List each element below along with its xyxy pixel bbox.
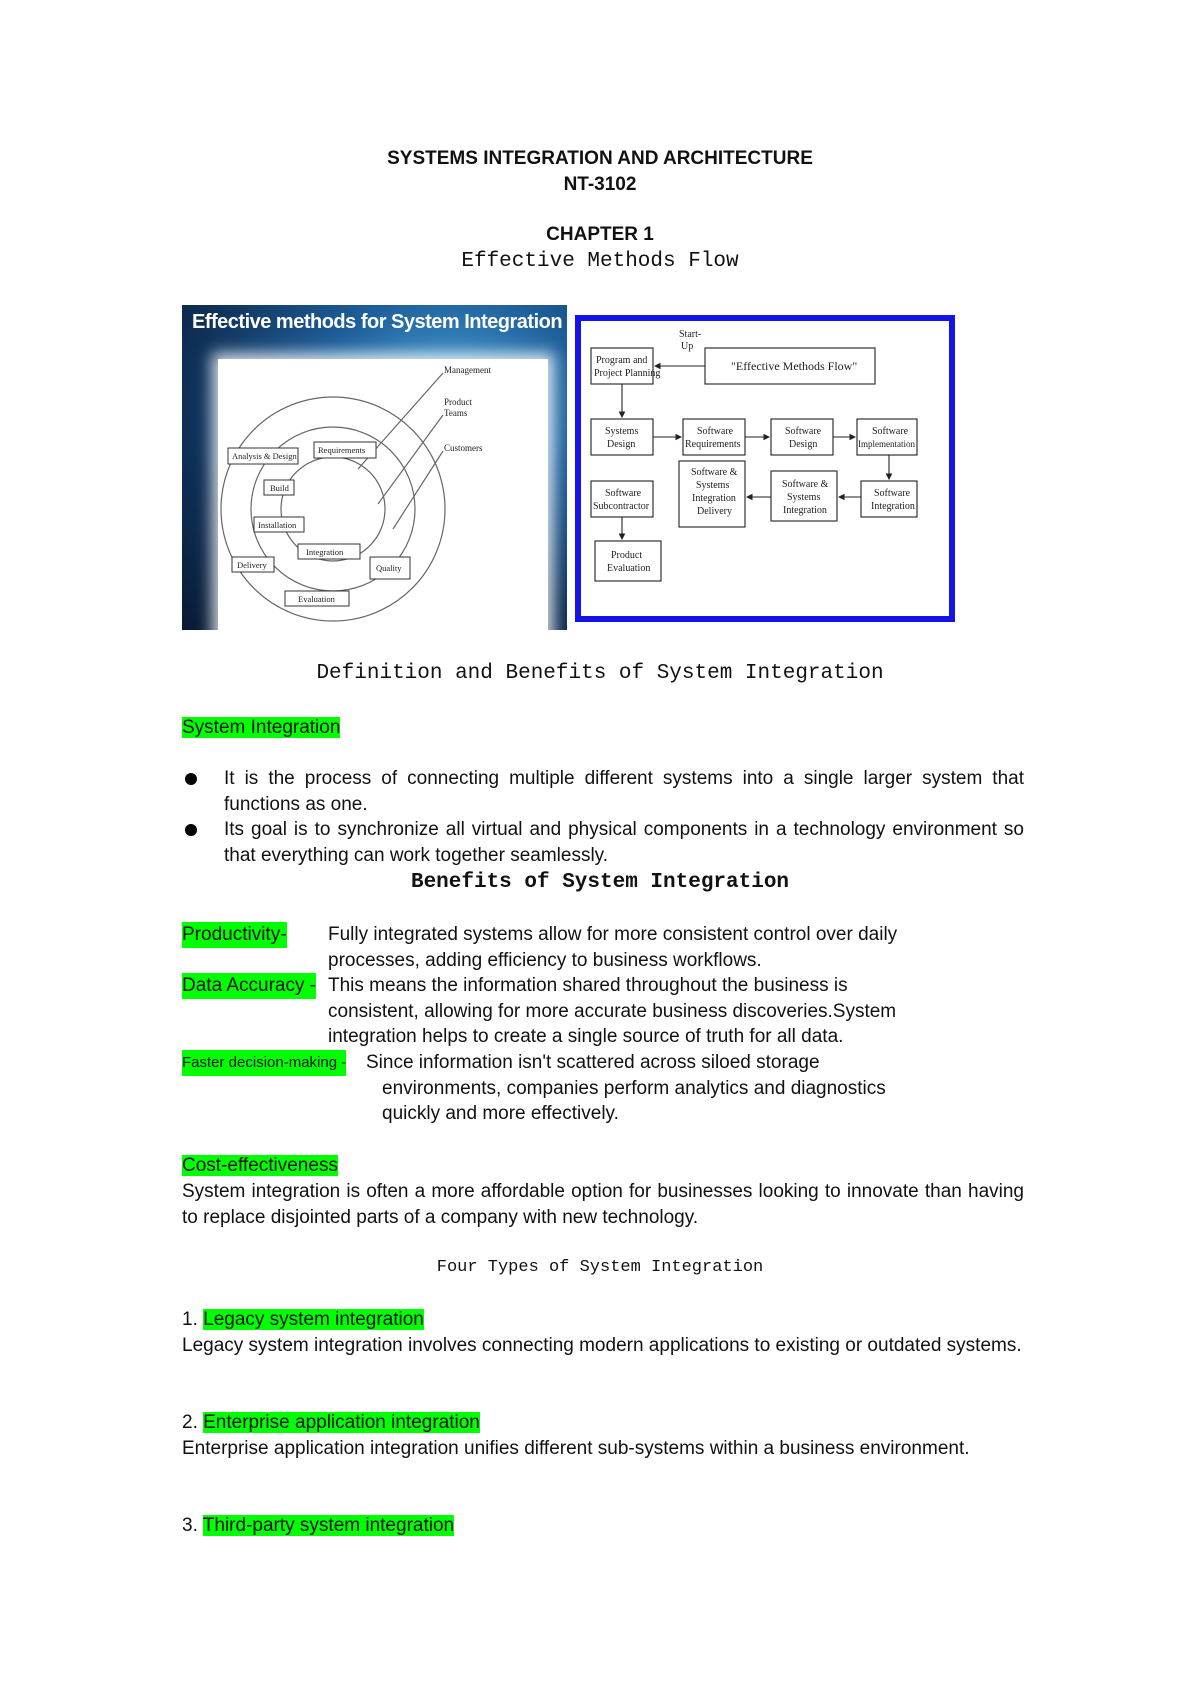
benefit-term: Faster decision-making - [182, 1050, 346, 1076]
benefit-line: environments, companies perform analytics and diagnostics [382, 1077, 886, 1099]
label-teams: Teams [444, 408, 468, 418]
definition-heading: Definition and Benefits of System Integration [316, 662, 884, 685]
type-number: 2. [182, 1412, 204, 1433]
flow-title-box: "Effective Methods Flow" [731, 359, 858, 373]
box-integration: Integration [306, 547, 344, 557]
type-term: Enterprise application integration [203, 1412, 480, 1433]
box-sw-req-2: Requirements [685, 439, 741, 450]
box-build: Build [270, 483, 289, 493]
label-management: Management [444, 365, 491, 375]
benefit-term: Data Accuracy - [182, 973, 316, 999]
type-number: 1. [182, 1309, 204, 1330]
course-title: SYSTEMS INTEGRATION AND ARCHITECTURE [387, 148, 813, 169]
benefit-line: quickly and more effectively. [382, 1103, 619, 1124]
box-sw-design-1: Software [785, 426, 822, 437]
box-sw-integ-2: Integration [871, 501, 915, 512]
type-heading-3 [182, 1513, 1024, 1539]
box-sw-sys-integ-2: Systems [787, 492, 821, 503]
benefit-line: integration helps to create a single source of truth for all data. [328, 1026, 844, 1047]
benefit-faster-decision [182, 1050, 1024, 1128]
box-delivery: Delivery [237, 560, 267, 570]
start-up-label-1: Start- [679, 329, 702, 340]
types-heading: Four Types of System Integration [436, 1258, 764, 1277]
box-sw-sys-deliv-4: Delivery [697, 506, 732, 517]
definition-bullets [182, 766, 1024, 868]
benefit-line: processes, adding efficiency to business workflows. [328, 949, 762, 971]
type-description-1: Legacy system integration involves connecting modern applications to existing or outdated systems. [182, 1335, 1022, 1356]
cost-description: System integration is often a more affordable option for businesses looking to innovate than having to replace disjointed parts of a company with new technology. [182, 1181, 1024, 1228]
box-program-1: Program and [596, 355, 648, 366]
cost-term-line [182, 1153, 1024, 1179]
chapter-subtitle: Effective Methods Flow [461, 250, 739, 273]
box-sw-sys-deliv-3: Integration [692, 493, 736, 504]
box-sw-sys-integ-3: Integration [783, 505, 827, 516]
box-sw-sub-1: Software [605, 488, 642, 499]
system-integration-term-line [182, 715, 1024, 741]
box-sw-impl-1: Software [872, 426, 909, 437]
type-description-2: Enterprise application integration unifies different sub-systems within a business environment. [182, 1438, 970, 1459]
benefit-line: consistent, allowing for more accurate business discoveries.System [328, 1000, 897, 1022]
figure-panel [218, 359, 548, 630]
benefits-heading: Benefits of System Integration [410, 871, 790, 894]
box-systems-design-2: Design [607, 439, 636, 450]
box-quality: Quality [376, 563, 402, 573]
definition-bullet: It is the process of connecting multiple different systems into a single larger system that functions as one. [182, 766, 1024, 817]
label-customers: Customers [444, 443, 483, 453]
benefit-data-accuracy [182, 973, 1024, 1051]
definition-bullet: Its goal is to synchronize all virtual and physical components in a technology environment so that everything can work together seamlessly. [182, 817, 1024, 868]
system-integration-term: System Integration [182, 717, 341, 738]
effective-methods-figure [182, 305, 567, 630]
box-sw-design-2: Design [789, 439, 818, 450]
label-product: Product [444, 397, 472, 407]
benefit-description [366, 1050, 886, 1127]
type-heading-1 [182, 1307, 1024, 1333]
box-prod-eval-1: Product [611, 550, 643, 561]
box-prod-eval-2: Evaluation [607, 563, 651, 574]
flow-chart [581, 321, 949, 616]
box-requirements: Requirements [318, 445, 366, 455]
box-evaluation: Evaluation [298, 594, 335, 604]
box-sw-integ-1: Software [874, 488, 911, 499]
type-heading-2 [182, 1410, 1024, 1436]
methods-flow-diagram [575, 315, 955, 622]
box-program-2: Project Planning [594, 368, 661, 379]
benefit-productivity [182, 922, 1024, 974]
box-sw-req-1: Software [697, 426, 734, 437]
benefit-line: Fully integrated systems allow for more consistent control over daily [328, 924, 898, 945]
methods-diagram [218, 359, 548, 629]
box-sw-sys-deliv-2: Systems [696, 480, 730, 491]
figure-title: Effective methods for System Integration [192, 311, 563, 333]
cost-term: Cost-effectiveness [182, 1155, 338, 1176]
start-up-label-2: Up [681, 341, 694, 352]
benefit-term: Productivity- [182, 922, 287, 948]
type-term: Legacy system integration [203, 1309, 424, 1330]
type-number: 3. [182, 1515, 203, 1536]
box-systems-design-1: Systems [605, 426, 639, 437]
type-term: Third-party system integration [202, 1515, 455, 1536]
benefit-description [328, 922, 897, 973]
box-installation: Installation [258, 520, 297, 530]
box-sw-sys-deliv-1: Software & [691, 467, 738, 478]
box-sw-sub-2: Subcontractor [593, 501, 650, 512]
chapter-heading: CHAPTER 1 [546, 224, 654, 245]
benefit-line: Since information isn't scattered across siloed storage [366, 1052, 820, 1073]
box-analysis-design: Analysis & Design [232, 451, 297, 461]
box-sw-sys-integ-1: Software & [782, 479, 829, 490]
course-code: NT-3102 [563, 174, 637, 195]
box-sw-impl-2: Implementation [858, 439, 915, 449]
benefit-description [328, 973, 896, 1050]
benefit-line: This means the information shared throughout the business is [328, 975, 848, 996]
